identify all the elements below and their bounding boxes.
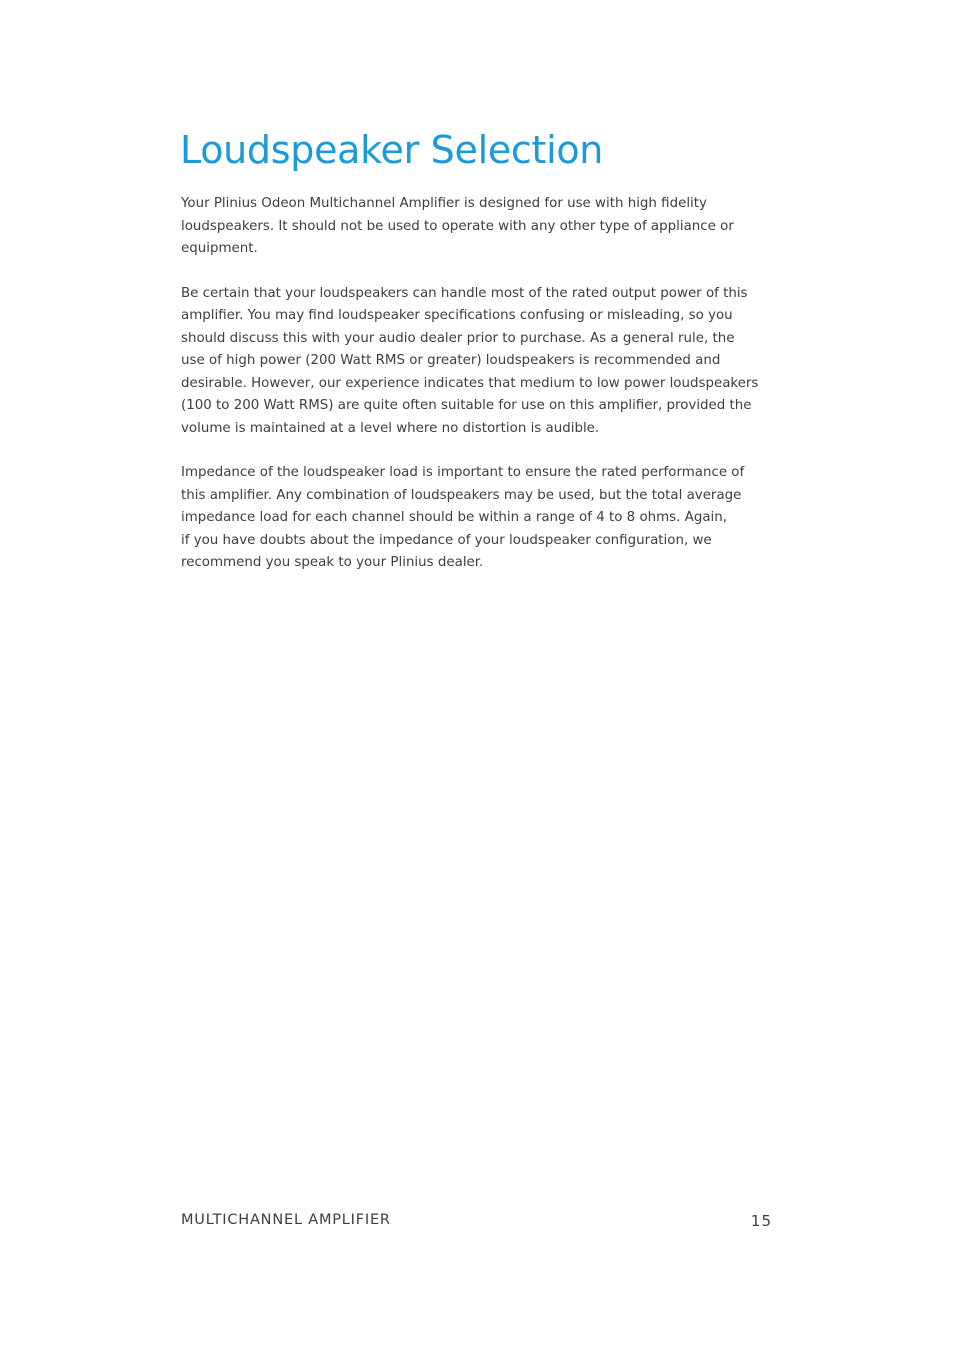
text-line: recommend you speak to your Plinius dealer. <box>181 555 484 570</box>
body-text <box>181 193 779 597</box>
text-line: volume is maintained at a level where no distortion is audible. <box>181 420 600 436</box>
text-line: equipment. <box>181 241 258 256</box>
text-line: this amplifier. Any combination of loudspeakers may be used, but the total average <box>181 487 742 503</box>
footer-label: MULTICHANNEL AMPLIFIER <box>181 1212 391 1228</box>
text-line: loudspeakers. It should not be used to operate with any other type of appliance or <box>181 218 734 234</box>
text-line: if you have doubts about the impedance of your loudspeaker configuration, we <box>181 532 712 548</box>
text-line: Be certain that your loudspeakers can handle most of the rated output power of this <box>181 285 748 301</box>
page-title: Loudspeaker Selection <box>180 128 604 172</box>
text-line: (100 to 200 Watt RMS) are quite often suitable for use on this amplifier, provided the <box>181 398 752 413</box>
text-line: Impedance of the loudspeaker load is important to ensure the rated performance of <box>181 465 745 480</box>
text-line: should discuss this with your audio dealer prior to purchase. As a general rule, the <box>181 330 735 346</box>
paragraph-impedance <box>181 462 779 575</box>
text-line: use of high power (200 Watt RMS or greater) loudspeakers is recommended and <box>181 353 721 368</box>
paragraph-power-handling <box>181 283 779 441</box>
text-line: amplifier. You may find loudspeaker specifications confusing or misleading, so you <box>181 308 733 323</box>
text-line: impedance load for each channel should be within a range of 4 to 8 ohms. Again, <box>181 510 727 525</box>
page-number: 15 <box>750 1212 772 1230</box>
text-line: Your Plinius Odeon Multichannel Amplifier is designed for use with high fidelity <box>181 196 707 211</box>
paragraph-intro <box>181 193 779 261</box>
text-line: desirable. However, our experience indicates that medium to low power loudspeakers <box>181 375 759 391</box>
